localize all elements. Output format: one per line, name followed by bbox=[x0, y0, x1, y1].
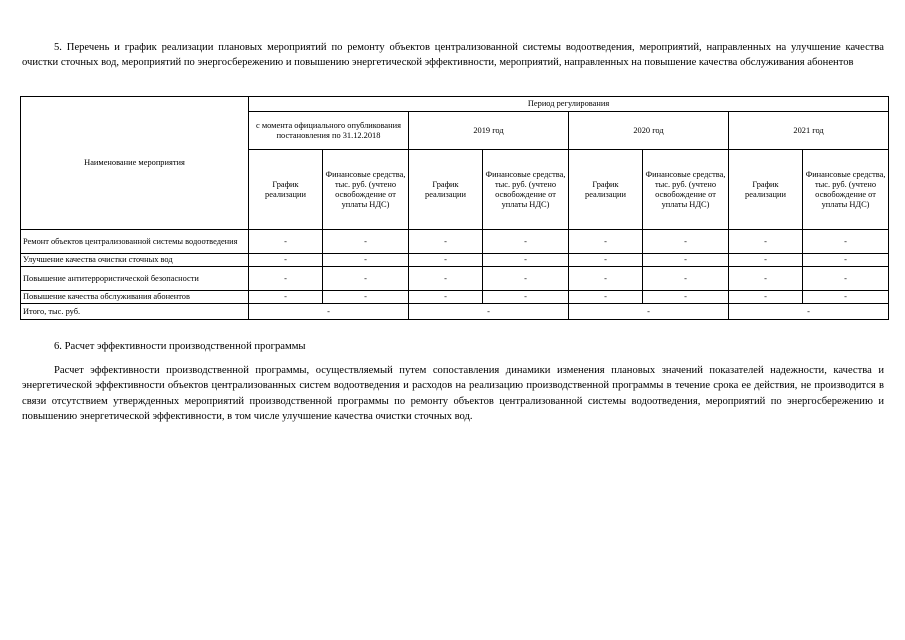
table-cell: - bbox=[483, 230, 569, 254]
section-6-text: Расчет эффективности производственной программы, осуществляемый путем сопоставления динамики изменения плановых значений показателей надежности, качества и энергетической эффективности объектов централизованных систем водоотведения и расходов на реализацию производственной программы в течение срока ее действия, не производится в связи отсутствием утвержденных мероприятий производственной программы по ремонту объектов централизованной системы водоотведения, мероприятий по энергосбережению и повышению энергетической эффективности, в том числе улучшение качества очистки сточных вод. bbox=[22, 365, 884, 423]
table-row bbox=[21, 230, 889, 254]
row-name: Ремонт объектов централизованной системы водоотведения bbox=[21, 230, 249, 254]
table-cell: - bbox=[569, 291, 643, 304]
table-cell: - bbox=[729, 267, 803, 291]
period-header-2018: с момента официального опубликования постановления по 31.12.2018 bbox=[249, 112, 409, 150]
table-cell: - bbox=[729, 230, 803, 254]
row-name: Повышение качества обслуживания абонентов bbox=[21, 291, 249, 304]
table-cell: - bbox=[249, 267, 323, 291]
table-cell: - bbox=[249, 291, 323, 304]
sub-header-schedule: График реализации bbox=[569, 150, 643, 230]
row-name: Повышение антитеррористической безопасности bbox=[21, 267, 249, 291]
activities-table bbox=[20, 96, 889, 320]
table-cell: - bbox=[323, 230, 409, 254]
period-header: Период регулирования bbox=[249, 97, 889, 112]
total-cell: - bbox=[249, 304, 409, 320]
section-5-text: 5. Перечень и график реализации плановых мероприятий по ремонту объектов централизованной системы водоотведения, мероприятий, направленных на улучшение качества очистки сточных вод, мероприятий по энергосбережению и повышению энергетической эффективности, мероприятий, направленных на повышение качества обслуживания абонентов bbox=[22, 42, 884, 69]
sub-header-finance: Финансовые средства, тыс. руб. (учтено освобождение от уплаты НДС) bbox=[323, 150, 409, 230]
table-cell: - bbox=[483, 254, 569, 267]
table-row bbox=[21, 254, 889, 267]
table-cell: - bbox=[569, 267, 643, 291]
total-cell: - bbox=[409, 304, 569, 320]
sub-header-schedule: График реализации bbox=[249, 150, 323, 230]
table-cell: - bbox=[643, 254, 729, 267]
sub-header-finance: Финансовые средства, тыс. руб. (учтено освобождение от уплаты НДС) bbox=[803, 150, 889, 230]
table-row bbox=[21, 267, 889, 291]
sub-header-schedule: График реализации bbox=[409, 150, 483, 230]
table-cell: - bbox=[803, 291, 889, 304]
row-name: Улучшение качества очистки сточных вод bbox=[21, 254, 249, 267]
table-cell: - bbox=[643, 230, 729, 254]
table-row bbox=[21, 291, 889, 304]
table-cell: - bbox=[409, 254, 483, 267]
period-header-2019: 2019 год bbox=[409, 112, 569, 150]
table-cell: - bbox=[249, 230, 323, 254]
period-header-2021: 2021 год bbox=[729, 112, 889, 150]
table-cell: - bbox=[643, 267, 729, 291]
section-6-heading: 6. Расчет эффективности производственной программы bbox=[54, 341, 306, 352]
table-cell: - bbox=[803, 254, 889, 267]
table-cell: - bbox=[409, 267, 483, 291]
total-cell: - bbox=[569, 304, 729, 320]
table-cell: - bbox=[323, 291, 409, 304]
table-cell: - bbox=[323, 254, 409, 267]
table-cell: - bbox=[569, 230, 643, 254]
table-cell: - bbox=[729, 254, 803, 267]
sub-header-finance: Финансовые средства, тыс. руб. (учтено освобождение от уплаты НДС) bbox=[483, 150, 569, 230]
table-cell: - bbox=[569, 254, 643, 267]
table-cell: - bbox=[483, 291, 569, 304]
table-cell: - bbox=[409, 230, 483, 254]
total-label: Итого, тыс. руб. bbox=[21, 304, 249, 320]
table-cell: - bbox=[323, 267, 409, 291]
sub-header-finance: Финансовые средства, тыс. руб. (учтено освобождение от уплаты НДС) bbox=[643, 150, 729, 230]
table-cell: - bbox=[803, 267, 889, 291]
table-cell: - bbox=[409, 291, 483, 304]
table-cell: - bbox=[249, 254, 323, 267]
table-cell: - bbox=[643, 291, 729, 304]
period-header-2020: 2020 год bbox=[569, 112, 729, 150]
table-cell: - bbox=[483, 267, 569, 291]
sub-header-schedule: График реализации bbox=[729, 150, 803, 230]
total-row bbox=[21, 304, 889, 320]
total-cell: - bbox=[729, 304, 889, 320]
table-cell: - bbox=[803, 230, 889, 254]
col-header-name: Наименование мероприятия bbox=[21, 97, 249, 230]
table-cell: - bbox=[729, 291, 803, 304]
